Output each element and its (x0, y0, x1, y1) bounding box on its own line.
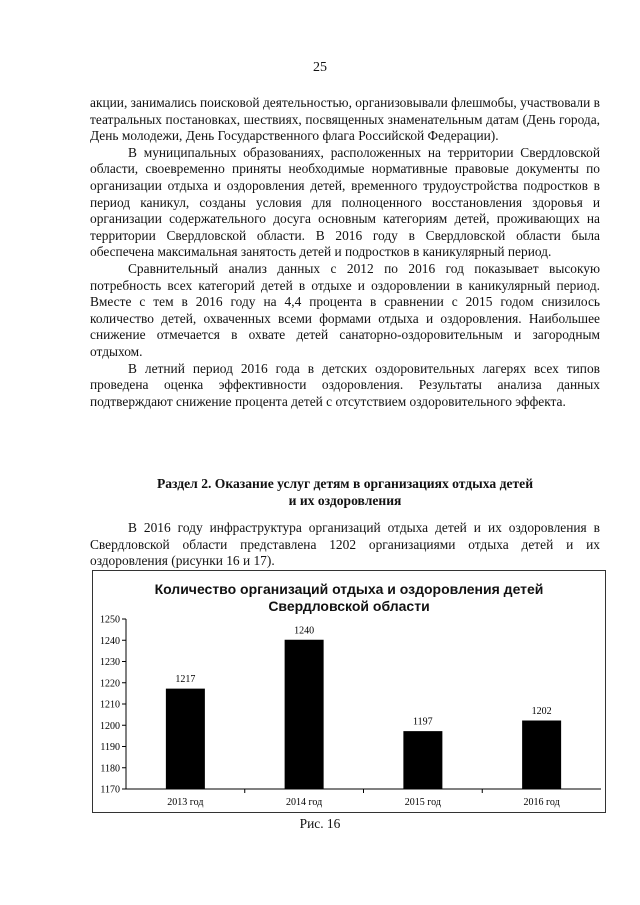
y-tick-label: 1200 (100, 720, 120, 732)
section-heading (90, 475, 600, 509)
page-number: 25 (313, 60, 327, 75)
bar (523, 721, 561, 789)
x-tick-label: 2016 год (523, 797, 560, 808)
paragraph-4: В летний период 2016 года в детских оздоровительных лагерях всех типов проведена оценка эффективности оздоровления. Результаты анализа данных подтверждают снижение процента детей с отсутствием оздоровительного эффекта. (90, 360, 600, 409)
x-tick-label: 2015 год (404, 797, 441, 808)
bar (285, 640, 323, 789)
x-tick-label: 2013 год (167, 797, 204, 808)
figure-caption: Рис. 16 (299, 816, 341, 831)
y-tick-label: 1170 (100, 784, 120, 796)
x-tick-label: 2014 год (286, 797, 323, 808)
data-label: 1217 (175, 674, 196, 686)
section-text (90, 520, 600, 570)
y-tick-label: 1180 (100, 763, 120, 775)
bar-chart (93, 571, 605, 812)
chart-frame (92, 570, 606, 813)
section-paragraph: В 2016 году инфраструктура организаций отдыха детей и их оздоровления в Свердловской области представлена 1202 организациями отдыха детей и их оздоровления (рисунки 16 и 17). (90, 520, 600, 569)
paragraph-2: В муниципальных образованиях, расположенных на территории Свердловской области, своевременно приняты необходимые нормативные правовые документы по организации отдыха и оздоровления детей, временного трудоустройства подростков в период каникул, созданы условия для полноценного восстановления здоровья и организации содержательного досуга основным категориям детей, проживающих на территории Свердловской области. В 2016 году в Свердловской области была обеспечена максимальная занятость детей и подростков в каникулярный период. (90, 144, 600, 260)
y-tick-label: 1210 (100, 699, 120, 711)
section-heading-line-2: и их оздоровления (288, 493, 402, 508)
bar (166, 689, 204, 789)
section-heading-line-1: Раздел 2. Оказание услуг детям в организациях отдыха детей (156, 476, 534, 491)
data-label: 1202 (531, 706, 552, 717)
paragraph-1: акции, занимались поисковой деятельностью, организовывали флешмобы, участвовали в театральных постановках, шествиях, посвященных знаменательным датам (День города, День молодежи, День Государственного флага Российской Федерации). (90, 95, 600, 144)
chart-title-line-1: Количество организаций отдыха и оздоровления детей (154, 581, 544, 597)
y-tick-label: 1240 (100, 635, 120, 647)
y-tick-label: 1250 (100, 614, 120, 626)
paragraph-3: Сравнительный анализ данных с 2012 по 2016 год показывает высокую потребность всех категорий детей в отдыхе и оздоровлении в каникулярный период. Вместе с тем в 2016 году на 4,4 процента в сравнении с 2015 годом снизилось количество детей, охваченных всеми формами отдыха и оздоровления. Наибольшее снижение отмечается в охвате детей санаторно-оздоровительным и загородным отдыхом. (90, 260, 600, 359)
y-tick-label: 1220 (100, 678, 120, 690)
y-tick-label: 1190 (100, 742, 120, 753)
chart-title-line-2: Свердловской области (268, 598, 430, 614)
bar (404, 732, 442, 789)
body-text (90, 95, 600, 410)
y-tick-label: 1230 (100, 657, 120, 668)
data-label: 1197 (413, 716, 433, 728)
data-label: 1240 (294, 625, 315, 637)
